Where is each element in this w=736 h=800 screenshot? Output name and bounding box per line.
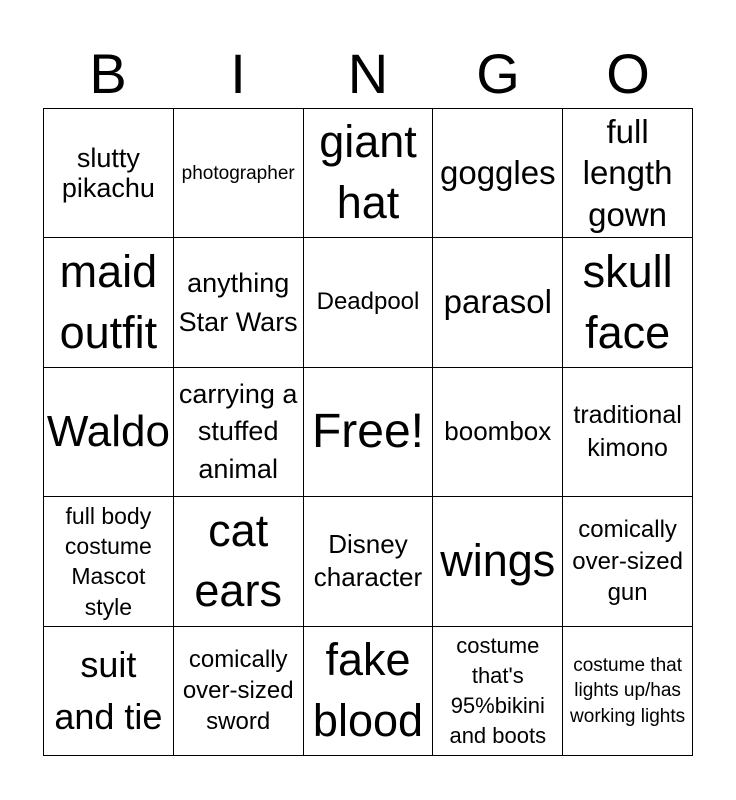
header-letter-g: G (476, 42, 520, 105)
cell-label: Free! (311, 405, 424, 459)
cell-label: Disney character (313, 529, 423, 593)
bingo-cell-r1c3[interactable] (304, 109, 434, 238)
cell-label: giant hat (319, 116, 417, 229)
cell-label: comically over-sized gun (572, 515, 683, 607)
bingo-cell-r5c2[interactable] (174, 627, 304, 756)
cell-label: Waldo (46, 407, 170, 457)
cell-label: boombox (444, 416, 552, 447)
bingo-cell-r1c1[interactable] (44, 109, 174, 238)
bingo-cell-r1c4[interactable] (433, 109, 563, 238)
cell-label: suit and tie (54, 643, 163, 737)
bingo-cell-r4c3[interactable] (304, 497, 434, 626)
bingo-cell-r5c5[interactable] (563, 627, 693, 756)
cell-label: maid outfit (59, 245, 158, 358)
header-letter-b: B (89, 42, 127, 105)
bingo-cell-r2c2[interactable] (174, 238, 304, 367)
cell-label: comically over-sized sword (182, 646, 294, 736)
bingo-cell-r5c4[interactable] (433, 627, 563, 756)
cell-label: cat ears (194, 504, 282, 617)
bingo-cell-r1c2[interactable] (174, 109, 304, 238)
bingo-cell-r2c4[interactable] (433, 238, 563, 367)
cell-label: photographer (181, 162, 295, 184)
bingo-cell-r5c3[interactable] (304, 627, 434, 756)
cell-label: full body costume Mascot style (64, 502, 152, 620)
bingo-cell-r3c5[interactable] (563, 368, 693, 497)
bingo-cell-r5c1[interactable] (44, 627, 174, 756)
cell-label: parasol (443, 283, 552, 321)
header-letter-n: N (347, 42, 389, 105)
cell-label: anything Star Wars (178, 268, 298, 337)
bingo-cell-r4c4[interactable] (433, 497, 563, 626)
cell-label: skull face (582, 245, 673, 358)
bingo-cell-r3c3[interactable] (304, 368, 434, 497)
cell-label: wings (440, 535, 556, 587)
cell-label: traditional kimono (573, 400, 682, 462)
bingo-cell-r2c1[interactable] (44, 238, 174, 367)
bingo-cell-r3c4[interactable] (433, 368, 563, 497)
cell-label: costume that lights up/has working lights (570, 654, 686, 727)
bingo-cell-r4c1[interactable] (44, 497, 174, 626)
bingo-cell-r2c5[interactable] (563, 238, 693, 367)
bingo-cell-r4c2[interactable] (174, 497, 304, 626)
bingo-cell-r3c1[interactable] (44, 368, 174, 497)
cell-label: goggles (439, 153, 556, 191)
cell-label: Deadpool (316, 288, 420, 316)
bingo-board (43, 108, 693, 756)
cell-label: slutty pikachu (61, 142, 155, 204)
bingo-cell-r1c5[interactable] (563, 109, 693, 238)
cell-label: fake blood (312, 634, 424, 746)
header-letter-i: I (230, 42, 246, 105)
bingo-cell-r4c5[interactable] (563, 497, 693, 626)
cell-label: carrying a stuffed animal (178, 379, 298, 484)
bingo-cell-r3c2[interactable] (174, 368, 304, 497)
header-letter-o: O (606, 42, 650, 105)
bingo-cell-r2c3[interactable] (304, 238, 434, 367)
cell-label: full length gown (582, 112, 673, 233)
cell-label: costume that's 95%bikini and boots (449, 632, 547, 748)
bingo-header (43, 40, 693, 108)
